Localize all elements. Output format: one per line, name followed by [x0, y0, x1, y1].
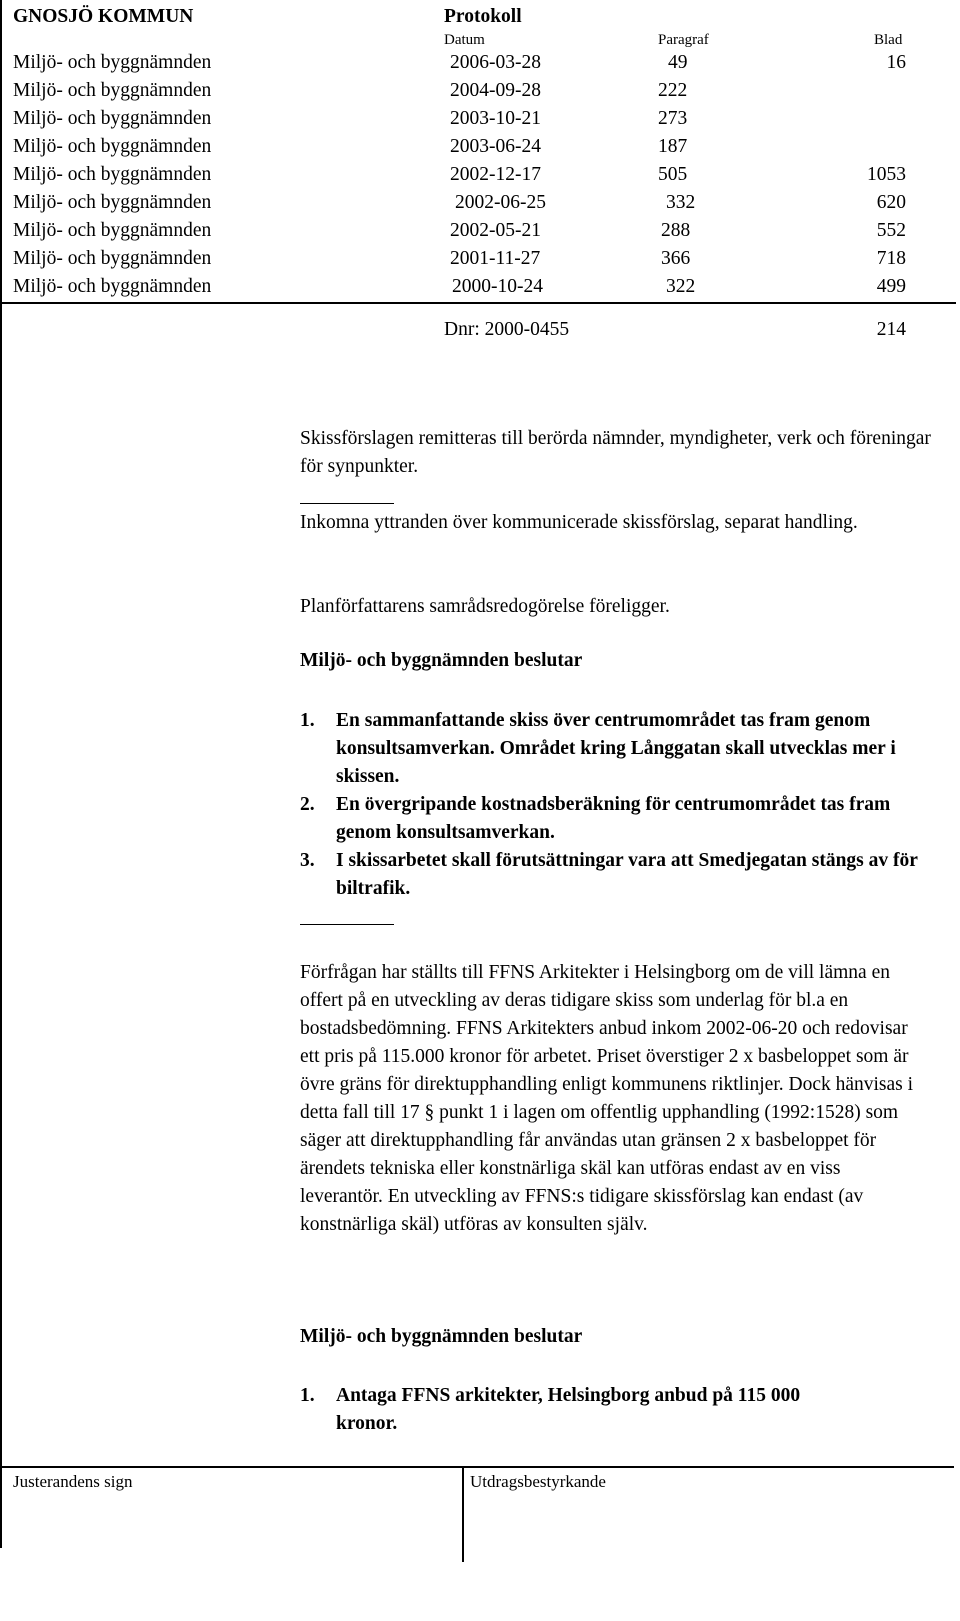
paragraph-tender-background: Förfrågan har ställts till FFNS Arkitekter i Helsingborg om de vill lämna en offert på en utveckling av deras tidigare skiss som underlag för bl.a en bostadsbedömning. FFNS Arkitekters anbud inkom 2002-06-20 och redovisar ett pris på 115.000 kronor för arbetet. Priset överstiger 2 x basbeloppet som är övre gräns för direktupphandling enligt kommunens riktlinjer. Dock hänvisas i detta fall till 17 § punkt 1 i lagen om offentlig upphandling (1992:1528) som säger att direktupphandling får användas utan gränsen 2 x basbeloppet för ärendets tekniska eller konstnärliga skäl kan utföras endast av en viss leverantör. En utveckling av FFNS:s tidigare skissförslag kan endast (av konstnärliga skäl) utföras av konsulten själv. [300, 962, 914, 1235]
table-row [0, 220, 960, 247]
meeting-date: 2003-10-21 [450, 108, 541, 129]
separator-line [300, 924, 394, 925]
decision-list [300, 707, 950, 903]
page-number: 552 [876, 220, 906, 241]
meeting-date: 2002-06-25 [455, 192, 546, 213]
footer-column-divider [462, 1466, 464, 1562]
table-row [0, 192, 960, 219]
header-divider [0, 302, 956, 304]
list-item-number: 2. [300, 794, 315, 815]
list-item-text: En övergripande kostnadsberäkning för centrumområdet tas fram genom konsultsamverkan. [336, 794, 891, 843]
municipality-name: GNOSJÖ KOMMUN [13, 6, 194, 27]
list-item [300, 791, 950, 847]
column-header-page: Blad [874, 32, 903, 48]
paragraph-number: 288 [661, 220, 691, 241]
meeting-date: 2002-05-21 [450, 220, 541, 241]
page-number: 1053 [867, 164, 906, 185]
list-item-text: En sammanfattande skiss över centrumområdet tas fram genom konsultsamverkan. Området kring Långgatan skall utvecklas mer i skissen. [336, 710, 896, 787]
paragraph-number: 187 [658, 136, 688, 157]
list-item-text: I skissarbetet skall förutsättningar vara att Smedjegatan stängs av för biltrafik. [336, 850, 918, 899]
case-number: Dnr: 2000-0455 [444, 319, 570, 340]
table-row [0, 80, 960, 107]
column-header-date: Datum [444, 32, 485, 48]
table-row [0, 276, 960, 303]
meeting-date: 2001-11-27 [450, 248, 541, 269]
footer-divider [0, 1466, 954, 1468]
list-item [300, 707, 950, 791]
paragraph-number: 222 [658, 80, 688, 101]
decision-list [300, 1382, 840, 1438]
signature-label: Justerandens sign [13, 1472, 133, 1491]
meeting-date: 2004-09-28 [450, 80, 541, 101]
meeting-date: 2002-12-17 [450, 164, 541, 185]
page-number: 16 [886, 52, 906, 73]
list-item-number: 3. [300, 850, 315, 871]
meeting-date: 2006-03-28 [450, 52, 541, 73]
board-name: Miljö- och byggnämnden [13, 52, 212, 73]
paragraph-consultation-report: Planförfattarens samrådsredogörelse föreligger. [300, 596, 670, 617]
list-item-text: Antaga FFNS arkitekter, Helsingborg anbud på 115 000 kronor. [336, 1385, 801, 1434]
paragraph-number: 322 [666, 276, 696, 297]
board-name: Miljö- och byggnämnden [13, 276, 212, 297]
table-row [0, 52, 960, 79]
paragraph-number: 332 [666, 192, 696, 213]
list-item [300, 847, 950, 903]
list-item [300, 1382, 840, 1438]
board-name: Miljö- och byggnämnden [13, 192, 212, 213]
board-name: Miljö- och byggnämnden [13, 136, 212, 157]
paragraph-number: 505 [658, 164, 688, 185]
section-number: 214 [876, 319, 906, 340]
decision-heading: Miljö- och byggnämnden beslutar [300, 1326, 583, 1347]
paragraph-number: 273 [658, 108, 688, 129]
paragraph-received-statements: Inkomna yttranden över kommunicerade skissförslag, separat handling. [300, 512, 858, 533]
separator-line [300, 503, 394, 504]
paragraph-number: 366 [661, 248, 691, 269]
table-row [0, 136, 960, 163]
table-row [0, 108, 960, 135]
board-name: Miljö- och byggnämnden [13, 248, 212, 269]
paragraph-number: 49 [668, 52, 688, 73]
certification-label: Utdragsbestyrkande [470, 1472, 606, 1491]
board-name: Miljö- och byggnämnden [13, 164, 212, 185]
list-item-number: 1. [300, 710, 315, 731]
board-name: Miljö- och byggnämnden [13, 80, 212, 101]
decision-heading: Miljö- och byggnämnden beslutar [300, 650, 583, 671]
table-row [0, 248, 960, 275]
meeting-date: 2000-10-24 [452, 276, 543, 297]
meeting-date: 2003-06-24 [450, 136, 541, 157]
list-item-number: 1. [300, 1385, 315, 1406]
board-name: Miljö- och byggnämnden [13, 220, 212, 241]
column-header-paragraph: Paragraf [658, 32, 709, 48]
board-name: Miljö- och byggnämnden [13, 108, 212, 129]
page-number: 620 [876, 192, 906, 213]
paragraph-remittance: Skissförslagen remitteras till berörda nämnder, myndigheter, verk och föreningar för synpunkter. [300, 428, 931, 477]
page-number: 718 [876, 248, 906, 269]
page-number: 499 [876, 276, 906, 297]
table-row [0, 164, 960, 191]
document-type: Protokoll [444, 6, 522, 27]
